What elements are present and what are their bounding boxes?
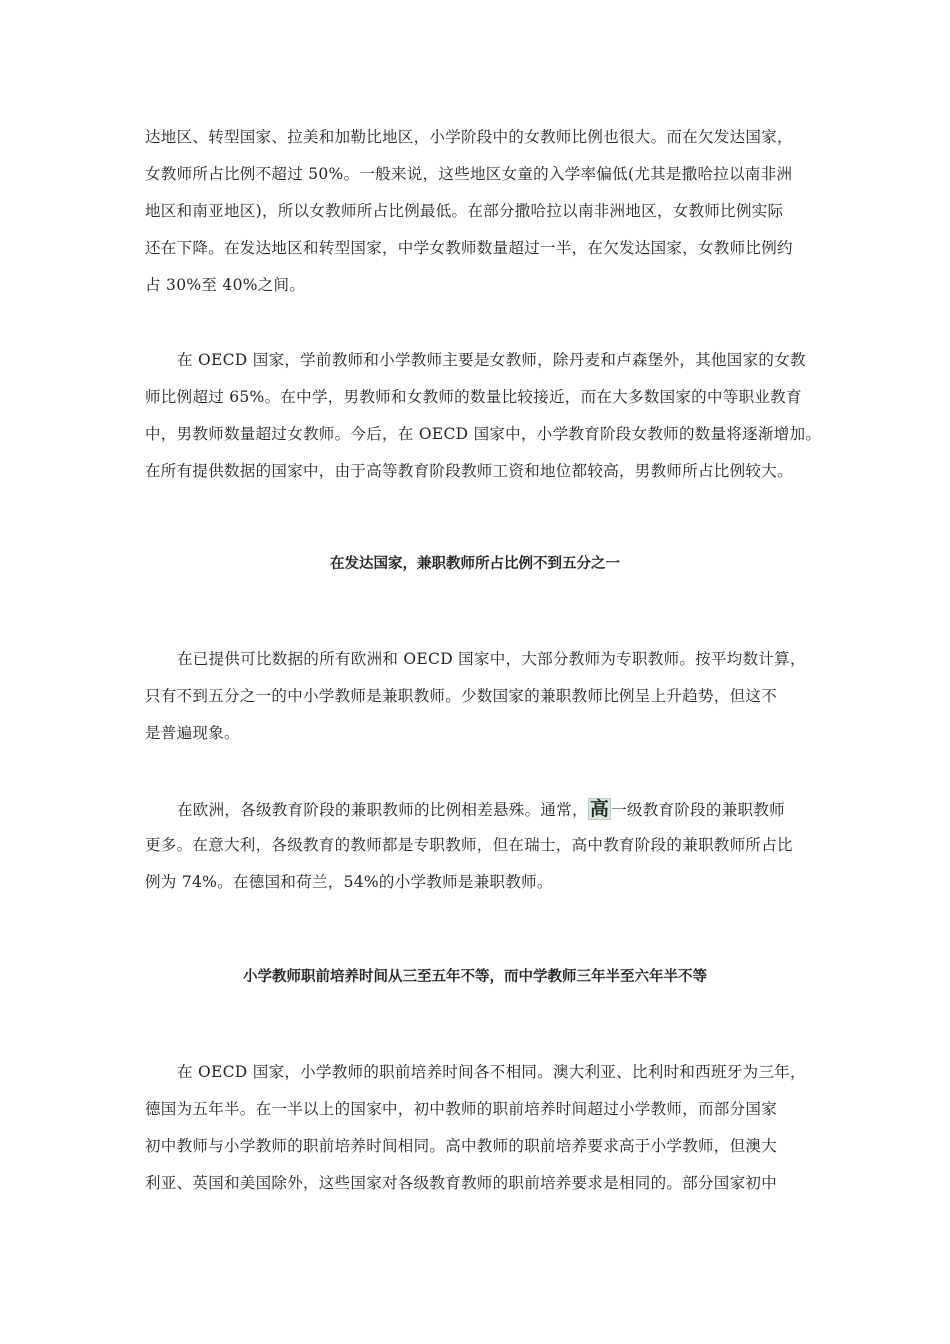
paragraph-line: 利亚、英国和美国除外，这些国家对各级教育教师的职前培养要求是相同的。部分国家初中 [145, 1174, 778, 1192]
paragraph-text: 在欧洲，各级教育阶段的兼职教师的比例相差悬殊。通常， [177, 801, 588, 819]
section-heading: 在发达国家，兼职教师所占比例不到五分之一 [330, 556, 620, 572]
paragraph-line: 女教师所占比例不超过 50%。一般来说，这些地区女童的入学率偏低(尤其是撒哈拉以南非洲 [145, 165, 793, 183]
paragraph-line: 更多。在意大利，各级教育的教师都是专职教师，但在瑞士，高中教育阶段的兼职教师所占比 [145, 836, 793, 854]
paragraph-line: 师比例超过 65%。在中学，男教师和女教师的数量比较接近，而在大多数国家的中等职业教育 [145, 388, 802, 406]
paragraph-line: 在 OECD 国家，学前教师和小学教师主要是女教师，除丹麦和卢森堡外，其他国家的女教 [177, 351, 806, 369]
paragraph-line: 在所有提供数据的国家中，由于高等教育阶段教师工资和地位都较高，男教师所占比例较大。 [145, 462, 793, 480]
highlighted-character: 高 [589, 798, 610, 820]
paragraph-line: 地区和南亚地区)，所以女教师所占比例最低。在部分撒哈拉以南非洲地区，女教师比例实际 [145, 202, 784, 220]
paragraph-line: 还在下降。在发达地区和转型国家，中学女教师数量超过一半，在欠发达国家，女教师比例约 [145, 239, 793, 257]
paragraph-line: 在 OECD 国家，小学教师的职前培养时间各不相同。澳大利亚、比利时和西班牙为三年， [177, 1063, 806, 1081]
paragraph-line: 占 30%至 40%之间。 [145, 276, 306, 294]
paragraph-line: 只有不到五分之一的中小学教师是兼职教师。少数国家的兼职教师比例呈上升趋势，但这不 [145, 687, 778, 705]
paragraph-line: 中，男教师数量超过女教师。今后，在 OECD 国家中，小学教育阶段女教师的数量将逐渐增加。 [145, 425, 822, 443]
paragraph-line [177, 798, 857, 820]
section-heading: 小学教师职前培养时间从三至五年不等，而中学教师三年半至六年半不等 [243, 969, 707, 985]
paragraph-line: 在已提供可比数据的所有欧洲和 OECD 国家中，大部分教师为专职教师。按平均数计算， [177, 650, 806, 668]
paragraph-line: 德国为五年半。在一半以上的国家中，初中教师的职前培养时间超过小学教师，而部分国家 [145, 1100, 778, 1118]
paragraph-line: 例为 74%。在德国和荷兰，54%的小学教师是兼职教师。 [145, 873, 553, 891]
paragraph-line: 初中教师与小学教师的职前培养时间相同。高中教师的职前培养要求高于小学教师，但澳大 [145, 1137, 778, 1155]
paragraph-text: 一级教育阶段的兼职教师 [611, 801, 785, 819]
paragraph-line: 达地区、转型国家、拉美和加勒比地区，小学阶段中的女教师比例也很大。而在欠发达国家， [145, 128, 793, 146]
paragraph-line: 是普遍现象。 [145, 724, 240, 742]
